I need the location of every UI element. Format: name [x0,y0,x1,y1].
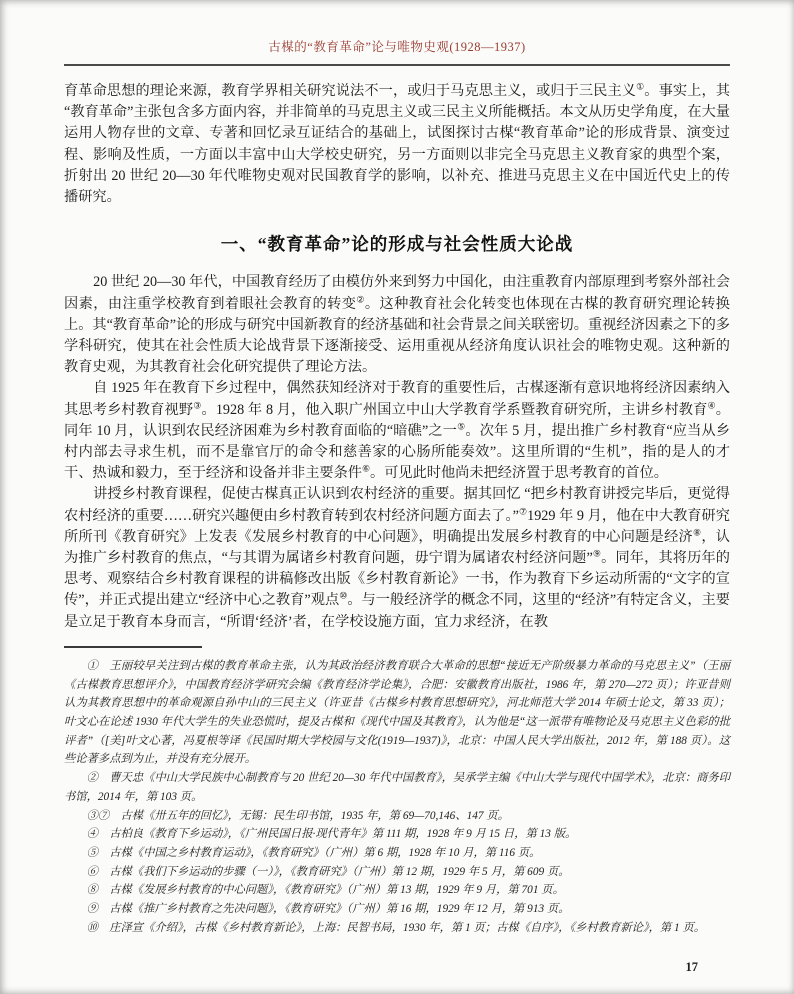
page-number: 17 [685,960,698,974]
continued-paragraph: 育革命思想的理论来源，教育学界相关研究说法不一，或归于马克思主义，或归于三民主义①。事实上，其“教育革命”主张包含多方面内容，并非简单的马克思主义或三民主义所能概括。本文从历史学角度，在大量运用人物存世的文章、专著和回忆录互证结合的基础上，试图探讨古楳“教育革命”论的形成背景、演变过程、影响及性质，一方面以丰富中山大学校史研究，另一方面则以非完全马克思主义教育家的典型个案，折射出 20 世纪 20—30 年代唯物史观对民国教育学的影响，以补充、推进马克思主义在中国近代史上的传播研究。 [64,81,730,206]
footnote-item: ⑨ 古楳《推广乡村教育之先决问题》，《教育研究》（广州）第 16 期，1929 年 12 月，第 913 页。 [86,903,570,916]
body-paragraph: 讲授乡村教育课程，促使古楳真正认识到农村经济的重要。据其回忆 “把乡村教育讲授完毕后，更觉得农村经济的重要……研究兴趣便由乡村教育转到农村经济问题方面去了。”⑦1929 年 9 月，他在中大教育研究所所刊《教育研究》上发表《发展乡村教育的中心问题》，明确提出发展乡村教育的中心问题是经济⑧，认为推广乡村教育的焦点，“与其谓为属诸乡村教育问题，毋宁谓为属诸农村经济问题”⑨。同年，其将历年的思考、观察结合乡村教育课程的讲稿修改出版《乡村教育新论》一书，作为教育下乡运动所需的“文字的宣传”，并正式提出建立“经济中心之教育”观点⑩。与一般经济学的概念不同，这里的“经济”有特定含义，主要是立足于教育本身而言，“所谓‘经济’者，在学校设施方面，宜力求经济，在教 [64,486,730,630]
article-body [64,81,730,633]
running-head-title: 古楳的“教育革命”论与唯物史观(1928—1937) [268,40,526,54]
footnotes-section [64,657,730,938]
footnote-item: ① 王丽较早关注到古楳的教育革命主张，认为其政治经济教育联合大革命的思想“接近无产阶级暴力革命的马克思主义”（王丽《古楳教育思想评介》，中国教育经济学研究会编《教育经济学论集》，合肥：安徽教育出版社，1986 年，第 270—272 页）；许亚昔则认为其教育思想中的革命观源自孙中山的三民主义（许亚昔《古楳乡村教育思想研究》，河北师范大学 2014 年硕士论文，第 33 页）；叶文心在论述 1930 年代大学生的失业恐慌时，提及古楳和《现代中国及其教育》，认为他是“这一派带有唯物论及马克思主义色彩的批评者”（[美]叶文心著，冯夏根等译《民国时期大学校园与文化(1919—1937)》，北京：中国人民大学出版社，2012 年，第 188 页）。这些论著多点到为止，并没有充分展开。 [64,659,730,766]
footnote-rule [64,646,202,648]
page-header [64,0,730,66]
footnote-item: ④ 古柏良《教育下乡运动》，《广州民国日报·现代青年》第 111 期，1928 年 9 月 15 日，第 13 版。 [86,828,577,841]
section-heading: 一、“教育革命”论的形成与社会性质大论战 [220,234,574,255]
footnote-item: ③⑦ 古楳《卅五年的回忆》，无锡：民生印书馆，1935 年，第 69—70,146、147 页。 [86,809,509,822]
body-paragraph: 自 1925 年在教育下乡过程中，偶然获知经济对于教育的重要性后，古楳逐渐有意识地将经济因素纳入其思考乡村教育视野③。1928 年 8 月，他入职广州国立中山大学教育学系暨教育研究所，主讲乡村教育④。同年 10 月，认识到农民经济困难为乡村教育面临的“暗礁”之一⑤。次年 5 月，提出推广乡村教育“应当从乡村内部去寻求生机，而不是靠官厅的命令和慈善家的心肠所能奏效”。这里所谓的“生机”，指的是人的才干、热诚和毅力，至于经济和设备并非主要条件⑥。可见此时他尚未把经济置于思考教育的首位。 [64,380,730,482]
footnote-item: ⑧ 古楳《发展乡村教育的中心问题》，《教育研究》（广州）第 13 期，1929 年 9 月，第 701 页。 [86,884,564,897]
footnote-item: ⑤ 古楳《中国之乡村教育运动》，《教育研究》（广州）第 6 期，1928 年 10 月，第 116 页。 [86,846,541,859]
footnote-item: ② 曹天忠《中山大学民族中心制教育与 20 世纪 20—30 年代中国教育》，吴承学主编《中山大学与现代中国学术》，北京：商务印书馆，2014 年，第 103 页。 [64,772,730,803]
body-paragraph: 20 世纪 20—30 年代，中国教育经历了由模仿外来到努力中国化，由注重教育内部原理到考察外部社会因素，由注重学校教育到着眼社会教育的转变②。这种教育社会化转变也体现在古楳的教育研究理论转换上。其“教育革命”论的形成与研究中国新教育的经济基础和社会背景之间关联密切。重视经济因素之下的多学科研究，使其在社会性质大论战背景下逐渐接受、运用重视从经济角度认识社会的唯物史观。这种新的教育史观，为其教育社会化研究提供了理论方法。 [64,274,730,376]
footnote-item: ⑥ 古楳《我们下乡运动的步骤（一）》，《教育研究》（广州）第 12 期，1929 年 5 月，第 609 页。 [86,865,570,878]
footnote-item: ⑩ 庄泽宣《介绍》，古楳《乡村教育新论》，上海：民智书局，1930 年，第 1 页；古楳《自序》，《乡村教育新论》，第 1 页。 [86,921,706,934]
header-rule [64,64,730,66]
